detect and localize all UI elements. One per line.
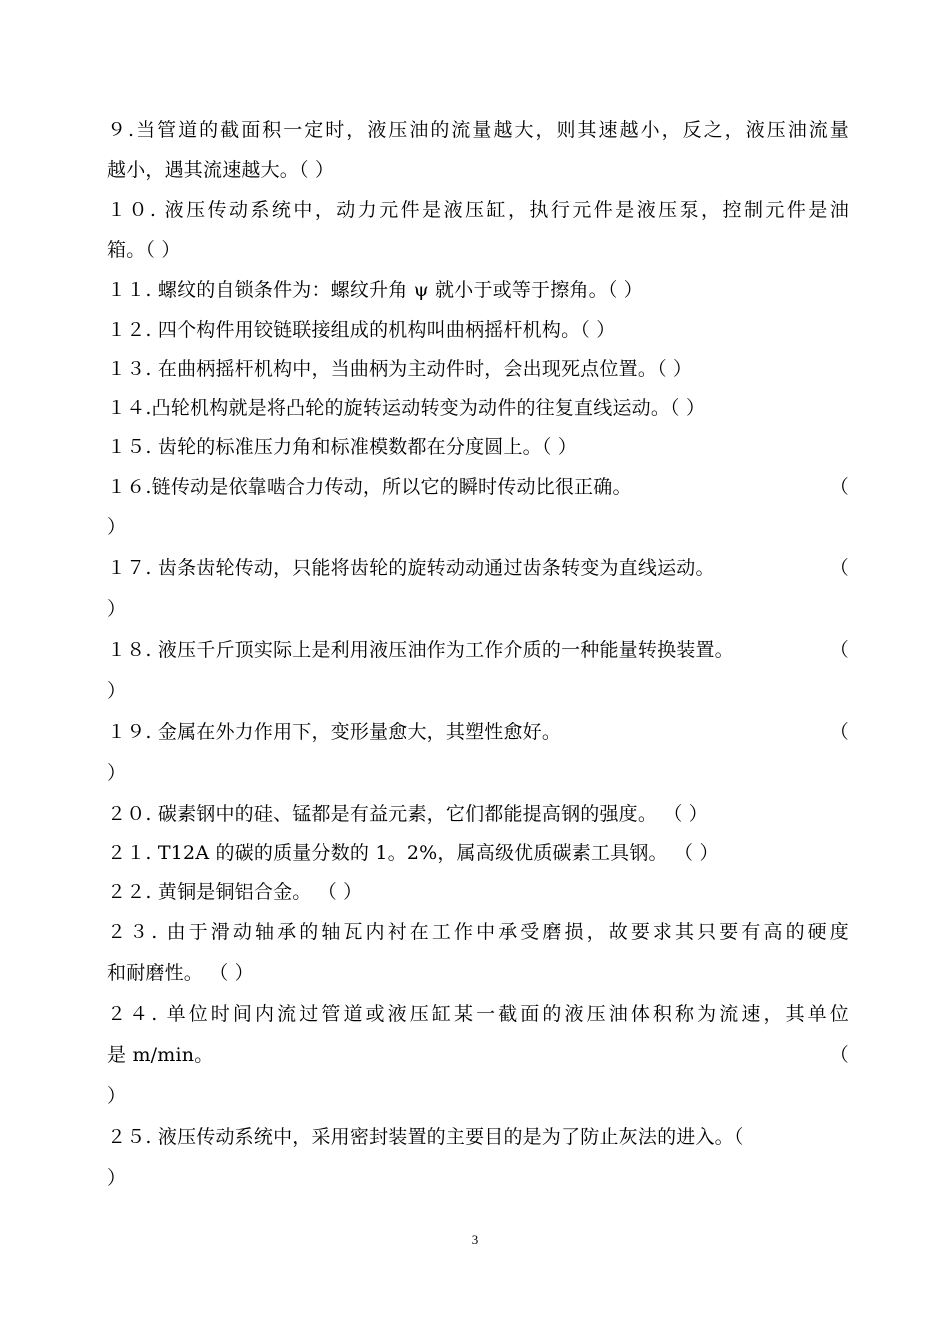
question-15: １５. 齿轮的标准压力角和标准模数都在分度圆上。（ ） [107,436,578,458]
question-19-line-2: ） [107,762,127,784]
question-23-line-1: ２３. 由于滑动轴承的轴瓦内衬在工作中承受磨损，故要求其只要有高的硬度 [107,921,849,943]
question-24-line-3: ） [107,1085,127,1107]
question-24-text-end: 是 m/min。 [107,1044,214,1066]
question-16-paren-open: （ [829,476,849,498]
question-17-line-2: ） [107,598,127,620]
question-17-paren-open: （ [829,557,849,579]
question-9-line-2: 越小，遇其流速越大。（ ） [107,159,335,181]
question-19-paren-open: （ [829,721,849,743]
question-17-line-1 [107,549,849,587]
question-16-line-1 [107,468,849,506]
question-10-line-1: １０. 液压传动系统中，动力元件是液压缸，执行元件是液压泵，控制元件是油 [107,199,849,221]
question-21: ２１. T12A 的碳的质量分数的 1。2%，属高级优质碳素工具钢。 （ ） [107,842,719,864]
question-24-line-1: ２４. 单位时间内流过管道或液压缸某一截面的液压油体积称为流速，其单位 [107,1003,849,1025]
question-9-line-1: ９.当管道的截面积一定时，液压油的流量越大，则其速越小，反之，液压油流量 [107,119,849,141]
question-13: １３. 在曲柄摇杆机构中，当曲柄为主动件时，会出现死点位置。（ ） [107,358,693,380]
question-25-text: ２５. 液压传动系统中，采用密封装置的主要目的是为了防止灰法的进入。（ [107,1126,744,1148]
question-11: １１. 螺纹的自锁条件为：螺纹升角 ψ 就小于或等于擦角。（ ） [107,279,643,301]
question-17-text: １７. 齿条齿轮传动，只能将齿轮的旋转动动通过齿条转变为直线运动。 [107,557,715,579]
question-14: １４.凸轮机构就是将凸轮的旋转运动转变为动件的往复直线运动。（ ） [107,397,706,419]
question-22: ２２. 黄铜是铜铝合金。 （ ） [107,881,363,903]
question-16-text: １６.链传动是依靠啮合力传动，所以它的瞬时传动比很正确。 [107,476,632,498]
question-12: １２. 四个构件用铰链联接组成的机构叫曲柄摇杆机构。（ ） [107,319,616,341]
question-18-line-2: ） [107,680,127,702]
question-25-line-1 [107,1118,849,1156]
question-23-line-2: 和耐磨性。 （ ） [107,962,254,984]
question-20: ２０. 碳素钢中的硅、锰都是有益元素，它们都能提高钢的强度。 （ ） [107,803,708,825]
question-18-text: １８. 液压千斤顶实际上是利用液压油作为工作介质的一种能量转换装置。 [107,639,734,661]
question-10-line-2: 箱。（ ） [107,239,181,261]
question-24-line-2 [107,1036,849,1074]
question-16-line-2: ） [107,516,127,538]
question-18-line-1 [107,631,849,669]
question-19-line-1 [107,713,849,751]
question-24-paren-open: （ [829,1044,849,1066]
question-18-paren-open: （ [829,639,849,661]
question-25-line-2: ） [107,1167,127,1189]
question-19-text: １９. 金属在外力作用下，变形量愈大，其塑性愈好。 [107,721,562,743]
page-number: 3 [471,1232,479,1247]
